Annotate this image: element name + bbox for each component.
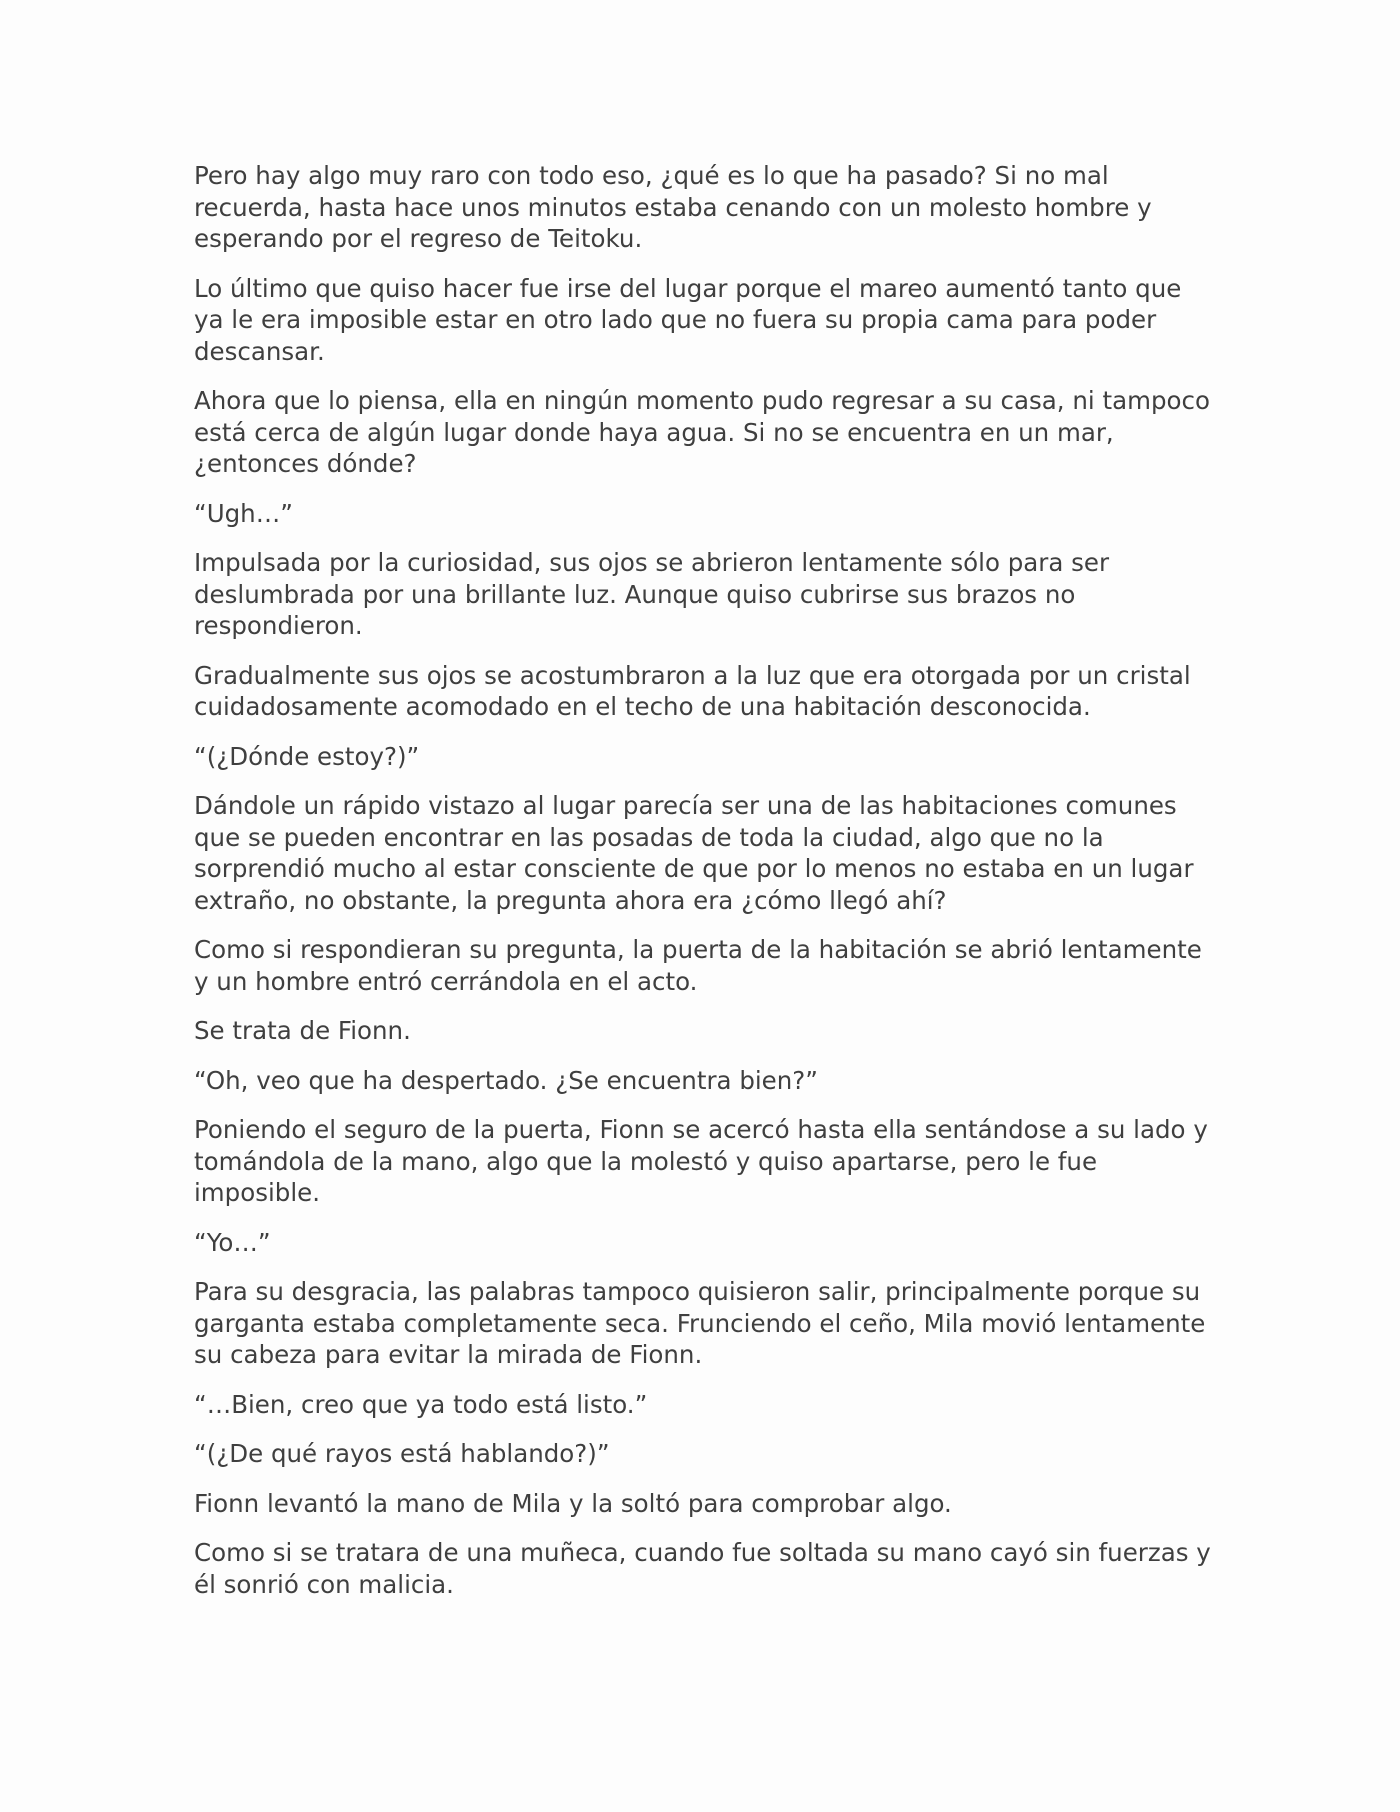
paragraph: Impulsada por la curiosidad, sus ojos se abrieron lentamente sólo para ser deslumbrada por una brillante luz. Aunque quiso cubrirse sus brazos no respondieron. — [194, 548, 1110, 640]
dialogue-line: “(¿Dónde estoy?)” — [194, 741, 420, 771]
dialogue-line: “…Bien, creo que ya todo está listo.” — [194, 1389, 648, 1419]
paragraph: Fionn levantó la mano de Mila y la soltó para comprobar algo. — [194, 1488, 952, 1518]
paragraph: Pero hay algo muy raro con todo eso, ¿qué es lo que ha pasado? Si no mal recuerda, hasta hace unos minutos estaba cenando con un molesto hombre y esperando por el regreso de Teitoku. — [194, 161, 1152, 253]
paragraph: Ahora que lo piensa, ella en ningún momento pudo regresar a su casa, ni tampoco está cerca de algún lugar donde haya agua. Si no se encuentra en un mar, ¿entonces dónde? — [194, 386, 1210, 478]
paragraph: Como si se tratara de una muñeca, cuando fue soltada su mano cayó sin fuerzas y él sonrió con malicia. — [194, 1538, 1211, 1599]
paragraph: Para su desgracia, las palabras tampoco quisieron salir, principalmente porque su garganta estaba completamente seca. Frunciendo el ceño, Mila movió lentamente su cabeza para evitar la mirada de Fionn. — [194, 1277, 1206, 1369]
paragraph: Gradualmente sus ojos se acostumbraron a la luz que era otorgada por un cristal cuidadosamente acomodado en el techo de una habitación desconocida. — [194, 660, 1191, 721]
paragraph: Poniendo el seguro de la puerta, Fionn se acercó hasta ella sentándose a su lado y tomándola de la mano, algo que la molestó y quiso apartarse, pero le fue imposible. — [194, 1115, 1208, 1207]
paragraph: Como si respondieran su pregunta, la puerta de la habitación se abrió lentamente y un hombre entró cerrándola en el acto. — [194, 935, 1202, 996]
dialogue-line: “Ugh…” — [194, 498, 293, 528]
paragraph: Dándole un rápido vistazo al lugar parecía ser una de las habitaciones comunes que se pueden encontrar en las posadas de toda la ciudad, algo que no la sorprendió mucho al estar consciente de que por lo menos no estaba en un lugar extraño, no obstante, la pregunta ahora era ¿cómo llegó ahí? — [194, 791, 1194, 915]
dialogue-line: “Oh, veo que ha despertado. ¿Se encuentra bien?” — [194, 1065, 818, 1095]
paragraph: Se trata de Fionn. — [194, 1016, 411, 1045]
dialogue-line: “Yo…” — [194, 1227, 271, 1257]
dialogue-line: “(¿De qué rayos está hablando?)” — [194, 1439, 610, 1468]
paragraph: Lo último que quiso hacer fue irse del lugar porque el mareo aumentó tanto que ya le era imposible estar en otro lado que no fuera su propia cama para poder descansar. — [194, 273, 1182, 366]
document-body — [194, 160, 1214, 1618]
